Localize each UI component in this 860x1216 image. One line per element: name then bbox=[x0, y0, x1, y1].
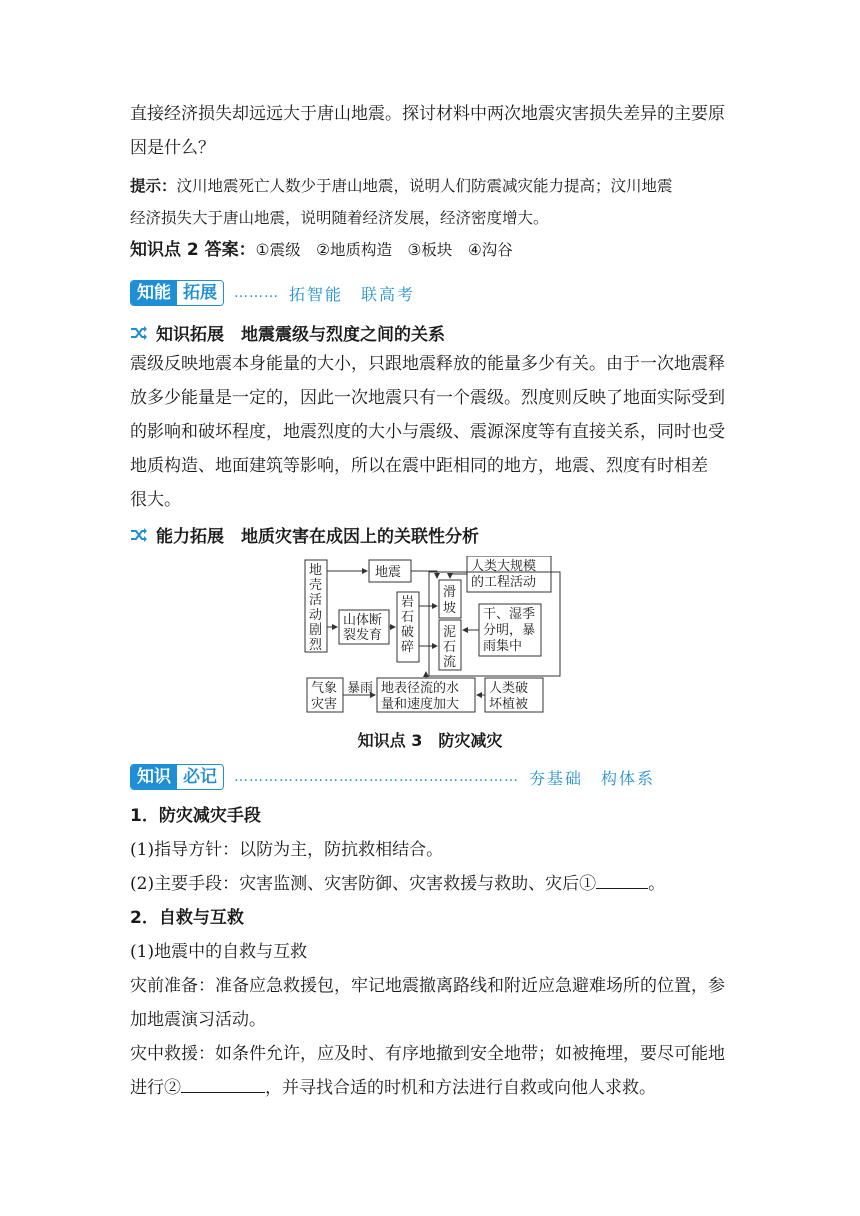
label-rock-broken: 破 bbox=[401, 625, 415, 640]
paragraph-means bbox=[130, 874, 730, 894]
label-runoff: 量和速度加大 bbox=[381, 697, 460, 712]
means-text: (2)主要手段：灾害监测、灾害防御、灾害救援与救助、灾后① bbox=[130, 874, 597, 894]
label-crust-activity: 地 bbox=[309, 563, 323, 578]
label-vegetation: 坏植被 bbox=[489, 697, 529, 712]
paragraph-line: 很大。 bbox=[130, 490, 181, 510]
paragraph-line: 加地震演习活动。 bbox=[130, 1010, 266, 1030]
subheading-text: 能力拓展 地质灾害在成因上的关联性分析 bbox=[156, 527, 479, 547]
label-crust-activity: 壳 bbox=[309, 578, 323, 593]
fill-blank-2[interactable] bbox=[181, 1078, 265, 1093]
shuffle-icon bbox=[130, 326, 148, 340]
label-crust-activity: 烈 bbox=[309, 638, 323, 653]
label-weather: 灾害 bbox=[311, 697, 338, 712]
fill-blank-1[interactable] bbox=[596, 874, 648, 889]
badge-right: 必记 bbox=[177, 765, 223, 789]
dotted-leader: ………………………………………………… bbox=[234, 769, 519, 785]
section-tagline: 拓智能 联高考 bbox=[289, 284, 416, 304]
hint-text-1: 汶川地震死亡人数少于唐山地震，说明人们防震减灾能力提高；汶川地震 bbox=[176, 177, 673, 195]
heading-1: 1．防灾减灾手段 bbox=[130, 806, 261, 826]
question-line-1: 直接经济损失却远远大于唐山地震。探讨材料中两次地震灾害损失差异的主要原 bbox=[130, 104, 725, 124]
section-caption: 知识点 3 防灾减灾 bbox=[357, 731, 503, 750]
answer-label: 知识点 2 答案： bbox=[130, 240, 256, 260]
label-runoff: 地表径流的水 bbox=[381, 681, 460, 696]
hint-line-1 bbox=[130, 176, 730, 196]
label-landslide: 坡 bbox=[443, 601, 457, 616]
label-mudflow: 泥 bbox=[443, 625, 457, 640]
question-line-2: 因是什么？ bbox=[130, 138, 215, 158]
badge-left: 知识 bbox=[131, 765, 177, 789]
label-human-engineering: 人类大规模 bbox=[471, 559, 537, 574]
subheading-text: 知识拓展 地震震级与烈度之间的关系 bbox=[156, 325, 445, 345]
hint-line-2: 经济损失大于唐山地震，说明随着经济发展，经济密度增大。 bbox=[130, 209, 549, 227]
badge-right: 拓展 bbox=[177, 281, 223, 305]
shuffle-icon bbox=[130, 528, 148, 542]
paragraph-line: 灾前准备：准备应急救援包，牢记地震撤离路线和附近应急避难场所的位置，参 bbox=[130, 976, 725, 996]
answer-line bbox=[130, 240, 730, 260]
answer-text: ①震级 ②地质构造 ③板块 ④沟谷 bbox=[255, 241, 513, 259]
label-rock-broken: 石 bbox=[401, 610, 415, 625]
paragraph-line: 的影响和破坏程度，地震烈度的大小与震级、震源深度等有直接关系，同时也受 bbox=[130, 422, 725, 442]
means-suffix: 。 bbox=[648, 874, 666, 894]
label-mudflow: 石 bbox=[443, 640, 457, 655]
label-earthquake: 地震 bbox=[375, 565, 402, 580]
label-mudflow: 流 bbox=[443, 655, 457, 670]
paragraph-line: 地质构造、地面建筑等影响，所以在震中距相同的地方，地震、烈度有时相差 bbox=[130, 456, 708, 476]
heading-2: 2．自救与互救 bbox=[130, 908, 244, 928]
section-badge bbox=[130, 764, 224, 790]
label-landslide: 滑 bbox=[443, 585, 457, 600]
label-season: 雨集中 bbox=[483, 639, 523, 654]
hint-label: 提示： bbox=[130, 177, 177, 195]
label-human-engineering: 的工程活动 bbox=[471, 575, 537, 590]
label-weather: 气象 bbox=[311, 681, 338, 696]
paragraph-line: 放多少能量是一定的，因此一次地震只有一个震级。烈度则反映了地面实际受到 bbox=[130, 388, 725, 408]
label-crust-activity: 活 bbox=[309, 593, 323, 608]
dotted-leader: ……… bbox=[234, 285, 279, 301]
subheading-ability-extension bbox=[130, 522, 479, 547]
paragraph-line bbox=[130, 1078, 730, 1098]
label-rock-broken: 岩 bbox=[401, 595, 415, 610]
label-rainstorm: 暴雨 bbox=[347, 681, 374, 696]
label-crust-activity: 动 bbox=[309, 608, 323, 623]
paragraph-line: 震级反映地震本身能量的大小，只跟地震释放的能量多少有关。由于一次地震释 bbox=[130, 354, 725, 374]
paragraph-line: 灾中救援：如条件允许，应及时、有序地撤到安全地带；如被掩埋，要尽可能地 bbox=[130, 1044, 725, 1064]
rescue-prefix: 进行② bbox=[130, 1078, 181, 1098]
badge-left: 知能 bbox=[131, 281, 177, 305]
section-header-extension bbox=[130, 280, 415, 306]
label-crust-activity: 剧 bbox=[309, 623, 323, 638]
geohazard-diagram bbox=[303, 556, 565, 716]
paragraph-guideline: (1)指导方针：以防为主，防抗救相结合。 bbox=[130, 840, 444, 860]
label-season: 分明，暴 bbox=[483, 623, 536, 638]
section-tagline: 夯基础 构体系 bbox=[529, 768, 656, 788]
label-season: 干、湿季 bbox=[483, 607, 536, 622]
label-fault: 裂发育 bbox=[343, 628, 383, 643]
label-fault: 山体断 bbox=[343, 613, 383, 628]
diagram-svg bbox=[303, 556, 565, 716]
rescue-suffix: ，并寻找合适的时机和方法进行自救或向他人求救。 bbox=[265, 1078, 656, 1098]
paragraph-subheading: (1)地震中的自救与互救 bbox=[130, 942, 308, 962]
label-rock-broken: 碎 bbox=[401, 640, 415, 655]
section-badge bbox=[130, 280, 224, 306]
section-header-knowledge bbox=[130, 764, 655, 790]
subheading-knowledge-extension bbox=[130, 320, 445, 345]
label-vegetation: 人类破 bbox=[489, 681, 529, 696]
